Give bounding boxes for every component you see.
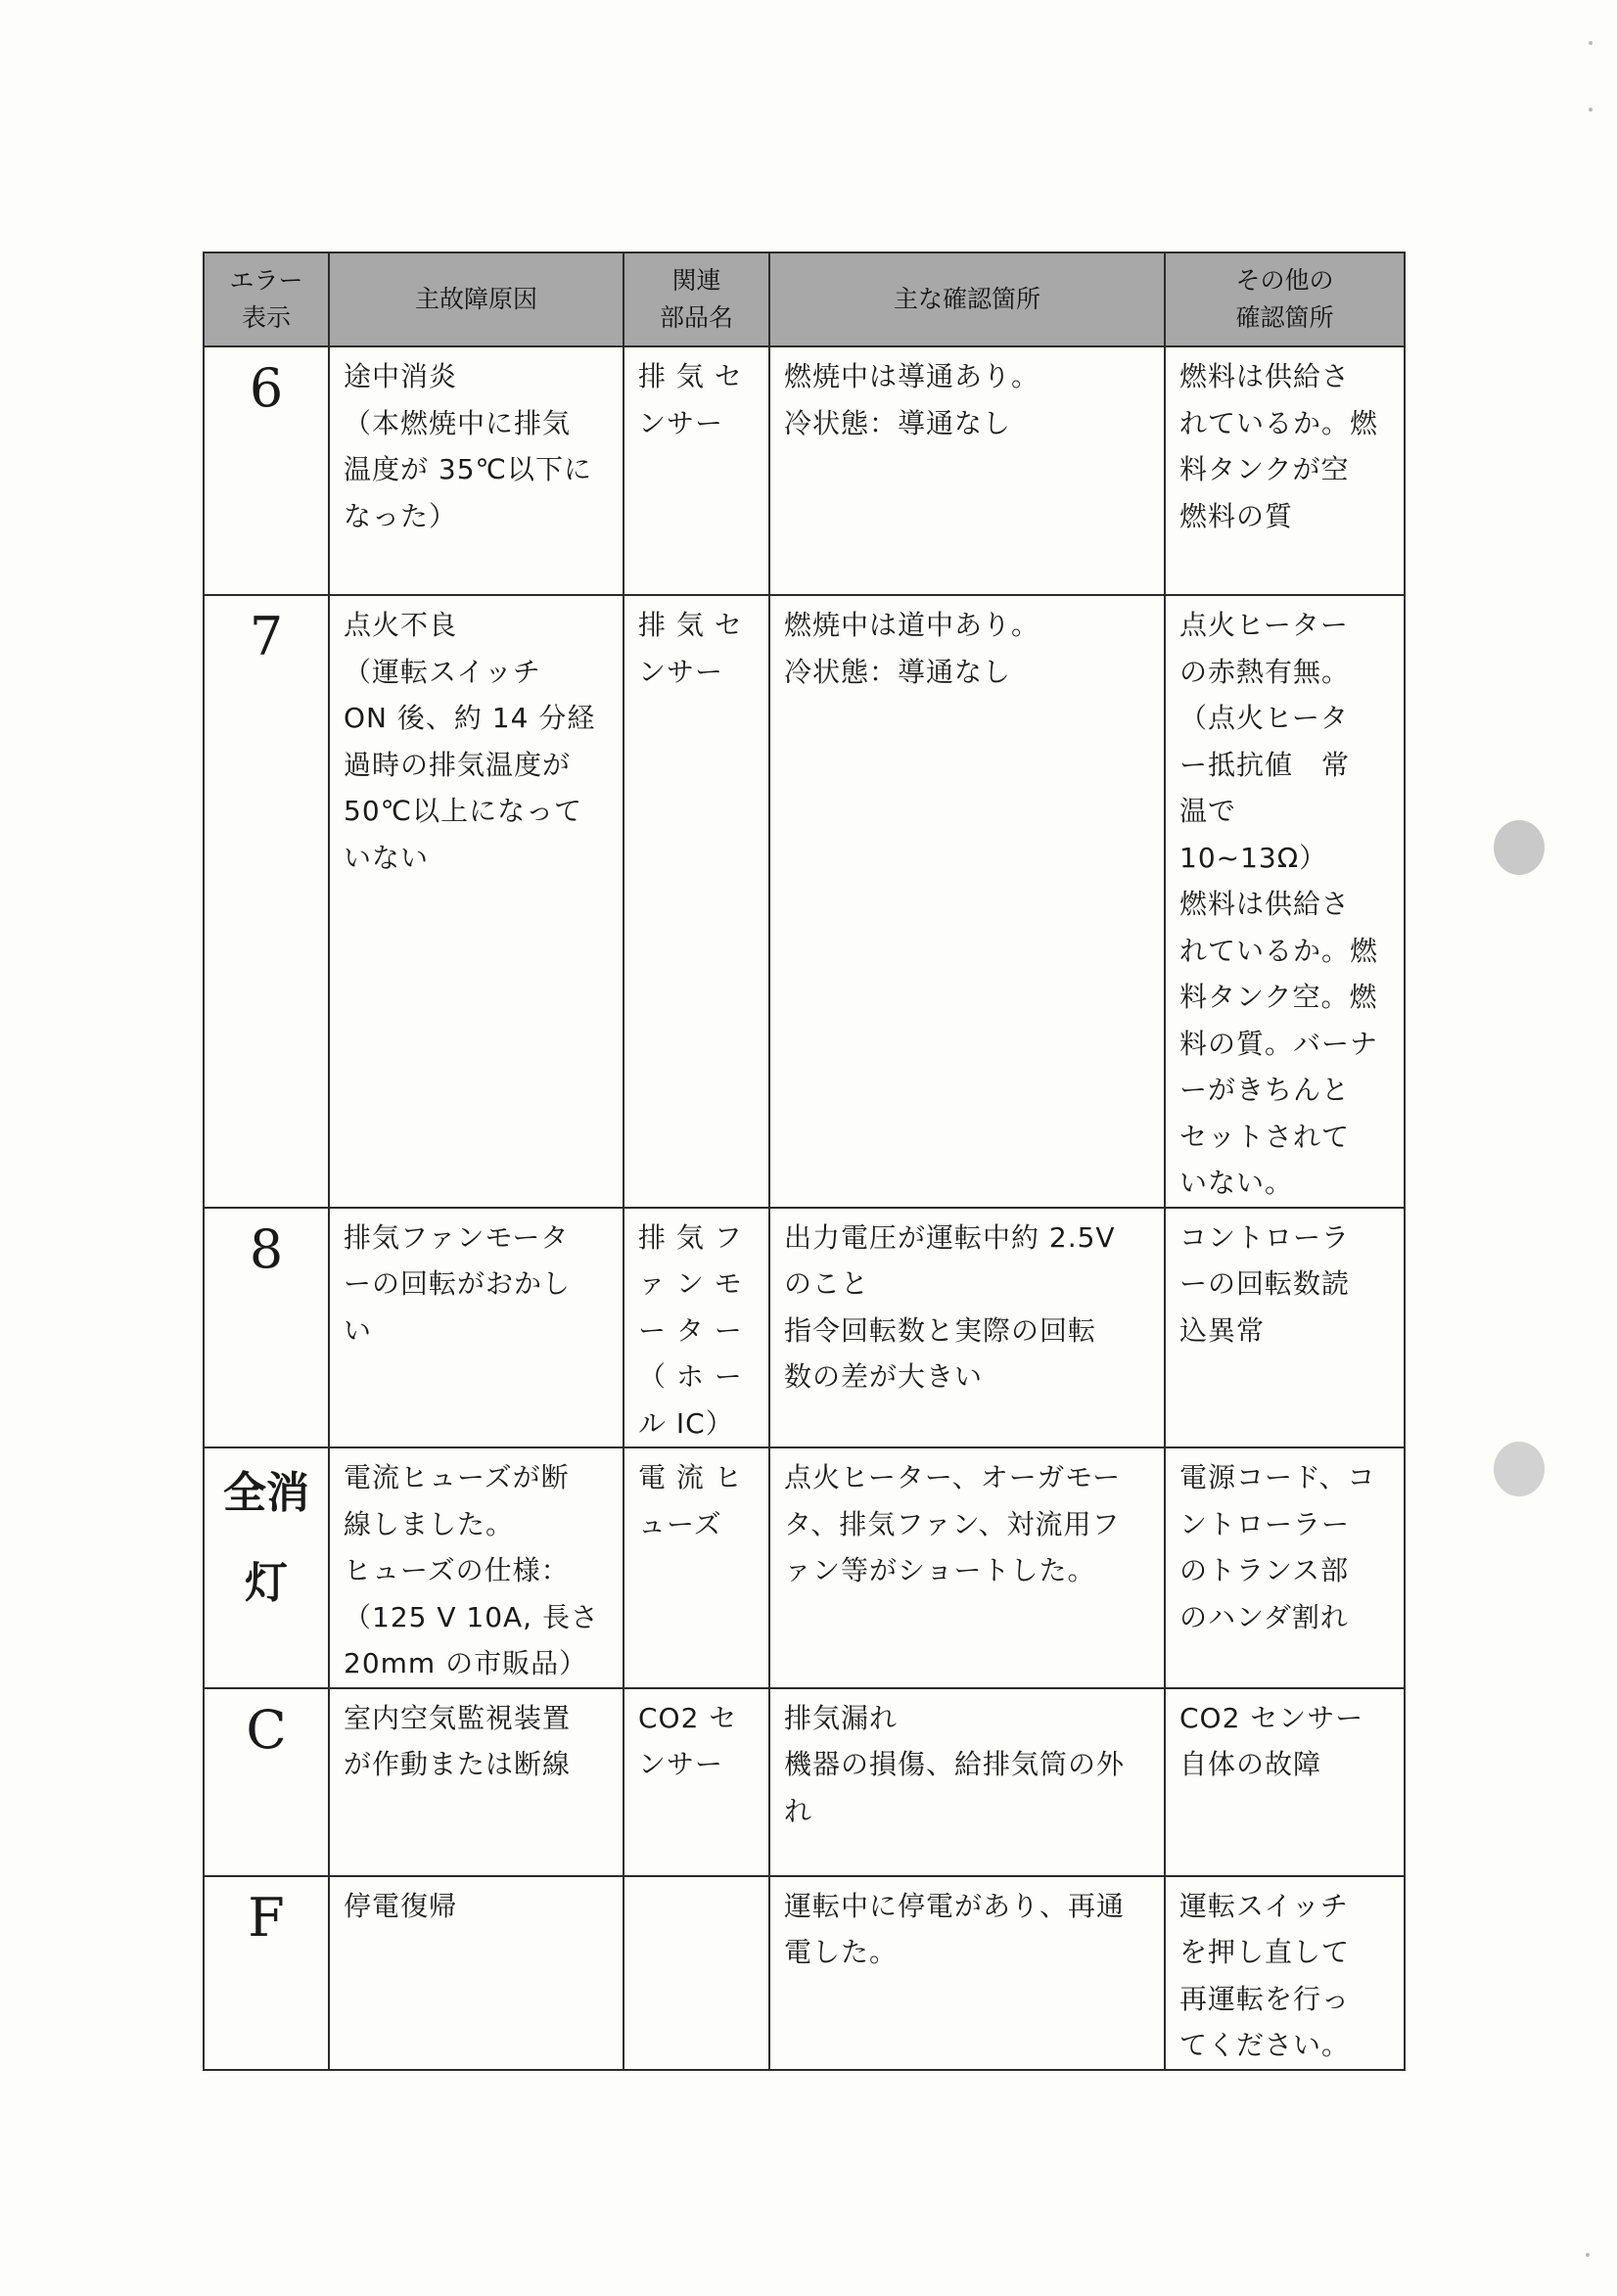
header-other-check: その他の 確認箇所 xyxy=(1165,253,1405,346)
check-cell: 排気漏れ 機器の損傷、給排気筒の外 れ xyxy=(769,1688,1165,1876)
scan-speck xyxy=(1589,108,1593,112)
table-row xyxy=(204,346,1405,595)
error-code-cell: 8 xyxy=(204,1208,329,1448)
part-cell: 電 流 ヒ ューズ xyxy=(624,1447,769,1688)
cause-cell: 室内空気監視装置 が作動または断線 xyxy=(329,1688,624,1876)
check-cell: 点火ヒーター、オーガモー タ、排気ファン、対流用フ ァン等がショートした。 xyxy=(769,1447,1165,1688)
other-check-cell: コントローラ ーの回転数読 込異常 xyxy=(1165,1208,1405,1448)
table-row xyxy=(204,1876,1405,2070)
header-related-part: 関連 部品名 xyxy=(624,253,769,346)
punch-hole-mark xyxy=(1494,1442,1545,1496)
table-row xyxy=(204,595,1405,1208)
table-row xyxy=(204,1208,1405,1448)
scan-speck xyxy=(1586,2253,1590,2257)
other-check-cell: 電源コード、コ ントローラー のトランス部 のハンダ割れ xyxy=(1165,1447,1405,1688)
other-check-cell: 燃料は供給さ れているか。燃 料タンクが空 燃料の質 xyxy=(1165,346,1405,595)
cause-cell: 点火不良 （運転スイッチ ON 後、約 14 分経 過時の排気温度が 50℃以上になって いない xyxy=(329,595,624,1208)
part-cell: 排 気 セ ンサー xyxy=(624,595,769,1208)
error-code-cell: 7 xyxy=(204,595,329,1208)
cause-cell: 電流ヒューズが断 線しました。 ヒューズの仕様： （125 V 10A, 長さ 20mm の市販品） xyxy=(329,1447,624,1688)
header-main-cause: 主故障原因 xyxy=(329,253,624,346)
table-header-row xyxy=(204,253,1405,346)
cause-cell: 停電復帰 xyxy=(329,1876,624,2070)
error-code-cell: F xyxy=(204,1876,329,2070)
header-main-check: 主な確認箇所 xyxy=(769,253,1165,346)
part-cell: CO2 セ ンサー xyxy=(624,1688,769,1876)
scan-speck xyxy=(1589,41,1593,45)
other-check-cell: 点火ヒーター の赤熱有無。 （点火ヒータ ー抵抗値 常 温で 10~13Ω） 燃料は供給さ れているか。燃 料タンク空。燃 料の質。バーナ ーがきちんと セットされて いない。 xyxy=(1165,595,1405,1208)
punch-hole-mark xyxy=(1494,820,1545,875)
error-code-cell: 全消 灯 xyxy=(204,1447,329,1688)
check-cell: 燃焼中は道中あり。 冷状態：導通なし xyxy=(769,595,1165,1208)
check-cell: 出力電圧が運転中約 2.5V のこと 指令回転数と実際の回転 数の差が大きい xyxy=(769,1208,1165,1448)
part-cell xyxy=(624,1876,769,2070)
table-row xyxy=(204,1447,1405,1688)
cause-cell: 途中消炎 （本燃焼中に排気 温度が 35℃以下に なった） xyxy=(329,346,624,595)
check-cell: 燃焼中は導通あり。 冷状態：導通なし xyxy=(769,346,1165,595)
header-error-display: エラー 表示 xyxy=(204,253,329,346)
other-check-cell: 運転スイッチ を押し直して 再運転を行っ てください。 xyxy=(1165,1876,1405,2070)
error-code-table xyxy=(203,252,1406,2071)
error-code-cell: C xyxy=(204,1688,329,1876)
part-cell: 排 気 フ ァ ン モ ー タ ー （ ホ ー ル IC） xyxy=(624,1208,769,1448)
error-code-cell: 6 xyxy=(204,346,329,595)
other-check-cell: CO2 センサー 自体の故障 xyxy=(1165,1688,1405,1876)
table-row xyxy=(204,1688,1405,1876)
check-cell: 運転中に停電があり、再通 電した。 xyxy=(769,1876,1165,2070)
cause-cell: 排気ファンモータ ーの回転がおかし い xyxy=(329,1208,624,1448)
part-cell: 排 気 セ ンサー xyxy=(624,346,769,595)
